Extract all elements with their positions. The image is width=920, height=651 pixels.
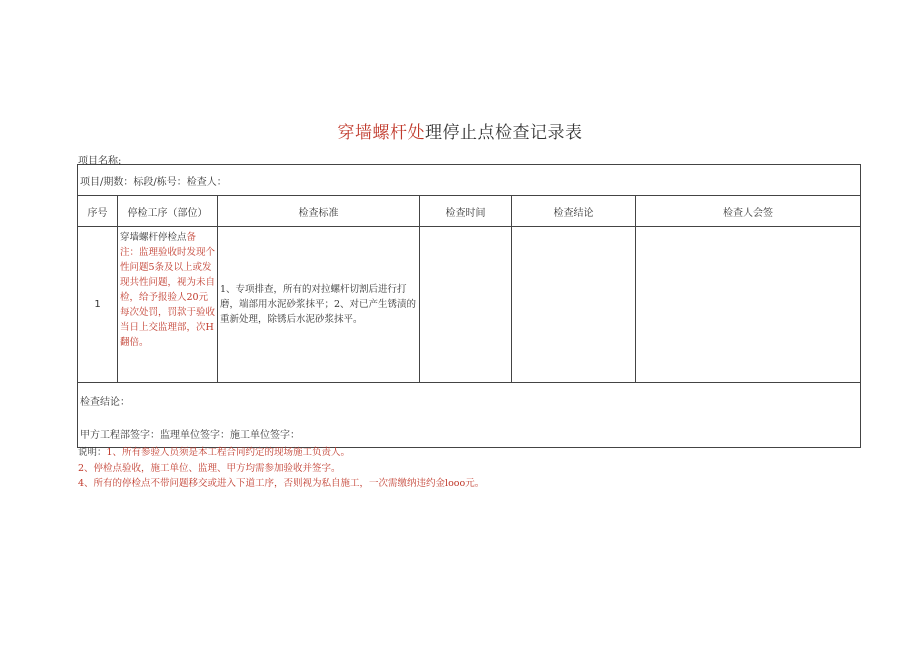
title-rest-part: 理停止点检查记录表 [425, 123, 583, 143]
row-process [118, 227, 218, 383]
title-red-part: 穿墙螺杆处 [337, 123, 425, 143]
row-conclusion-cell[interactable] [512, 227, 636, 383]
signatures-label: 甲方工程部签字：监理单位签字：施工单位签字： [80, 430, 300, 441]
row-signoff-cell[interactable] [636, 227, 861, 383]
footer-cell [78, 383, 861, 448]
page-title [0, 118, 920, 143]
header-seq: 序号 [78, 196, 118, 227]
process-remark: 备注：监理验收时发现个性问题5条及以上或发现共性问题，视为未自检，给予报验人20元每次处罚，罚款于验收当日上交监理部，次H翻倍。 [120, 232, 216, 348]
header-process: 停检工序（部位） [118, 196, 218, 227]
notes-label: 说明： [78, 447, 107, 458]
header-standard: 检查标准 [218, 196, 420, 227]
row-seq: 1 [78, 227, 118, 383]
note-1 [78, 445, 484, 461]
header-signoff: 检查人会签 [636, 196, 861, 227]
info-row: 项目/期数：标段/栋号：检查人： [78, 165, 861, 196]
conclusion-label: 检查结论： [80, 397, 130, 408]
process-name: 穿墙螺杆停检点 [120, 232, 187, 243]
notes-block [78, 445, 484, 492]
row-time-cell[interactable] [420, 227, 512, 383]
header-conclusion: 检查结论 [512, 196, 636, 227]
note-2: 2、停检点验收，施工单位、监理、甲方均需参加验收并签字。 [78, 462, 341, 474]
note-4: 4、所有的停检点不带问题移交或进入下道工序，否则视为私自施工，一次需缴纳违约金looo元。 [78, 478, 485, 489]
header-time: 检查时间 [420, 196, 512, 227]
inspection-table [77, 164, 861, 448]
row-standard: 1、专项排查，所有的对拉螺杆切割后进行打磨，端部用水泥砂浆抹平；2、对已产生锈渍的重新处理，除锈后水泥砂浆抹平。 [218, 227, 420, 383]
note-1-text: 1、所有参验人员须是本工程合同约定的现场施工负责人。 [106, 447, 351, 458]
project-name-label: 项目名称: [78, 156, 122, 167]
